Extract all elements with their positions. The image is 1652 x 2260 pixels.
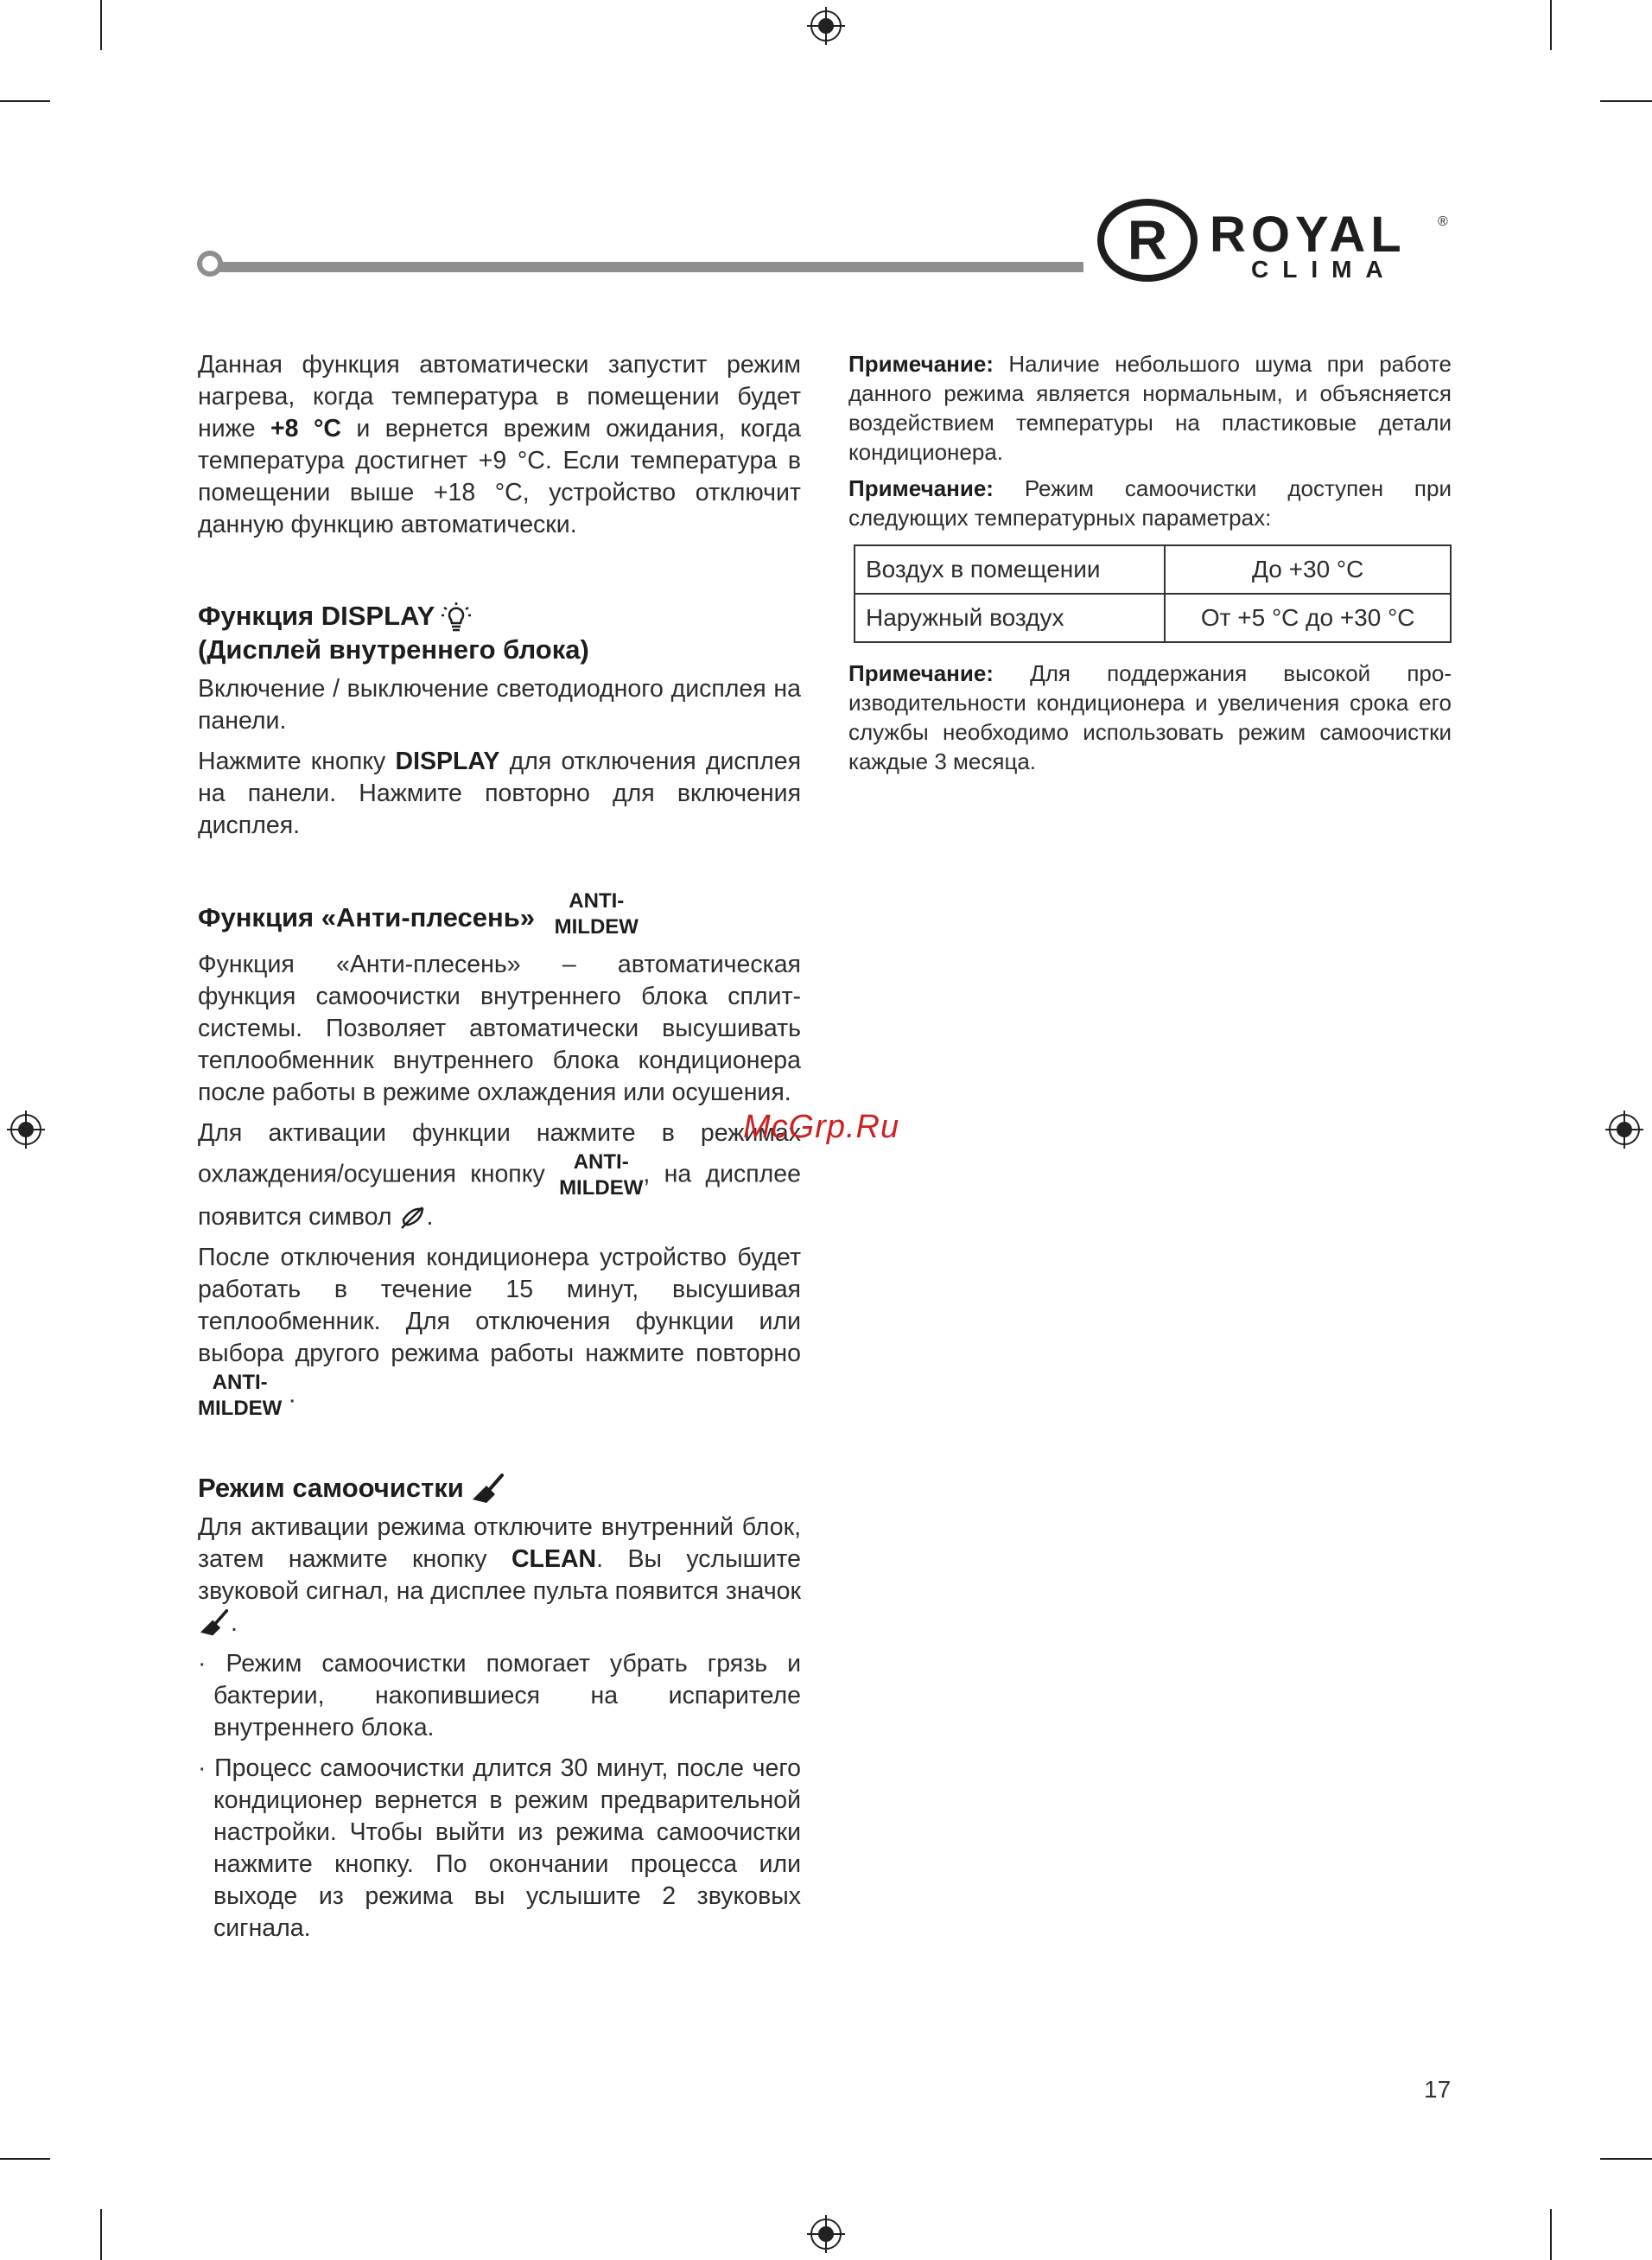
watermark: McGrp.Ru <box>743 1109 900 1145</box>
table-cell-value: От +5 °C до +30 °C <box>1165 594 1451 642</box>
registration-mark-icon <box>1604 1109 1645 1150</box>
crop-mark <box>100 0 102 50</box>
broom-icon <box>471 1474 505 1506</box>
logo-reg-mark: ® <box>1438 214 1448 229</box>
temperature-parameters-table <box>854 544 1452 643</box>
clean-section-title: Режим самоочистки <box>198 1472 801 1506</box>
antimildew-section-title: Функция «Анти-плесень» ANTI- MILDEW <box>198 888 639 939</box>
mildew-symbol-icon <box>398 1204 426 1232</box>
antimildew-paragraph-2: Для активации функции нажмите в режимах охлаждения/осушения кнопку ANTI- MILDEW, на дисплее появится символ . <box>198 1118 802 1231</box>
note-3: Примечание: Для поддержания высокой производительности кондиционера и увеличения срока его службы необходимо использовать режим самоочистки каждые 3 месяца. <box>848 660 1452 774</box>
brand-logo <box>1097 197 1460 283</box>
crop-mark <box>1550 2209 1552 2260</box>
logo-emblem-icon <box>1097 197 1201 283</box>
broom-icon <box>198 1609 231 1639</box>
crop-mark <box>1550 0 1552 50</box>
page-number: 17 <box>1424 2076 1452 2103</box>
lightbulb-icon <box>442 602 471 633</box>
table-cell-param: Воздух в помещении <box>855 545 1165 594</box>
right-column <box>848 349 1452 783</box>
registration-mark-icon <box>5 1109 47 1150</box>
table-cell-param: Наружный воздух <box>855 594 1165 642</box>
logo-letter: R <box>1127 209 1168 271</box>
logo-royal: ROYAL <box>1210 207 1407 263</box>
crop-mark <box>100 2209 102 2260</box>
display-paragraph-2: Нажмите кнопку DISPLAY для отключения дисплея на панели. Нажмите повторно для включения дисплея. <box>198 747 801 839</box>
logo-clima: CLIMA <box>1251 256 1397 283</box>
header-rule <box>200 262 1083 272</box>
antimildew-paragraph-1: Функция «Анти-плесень» – автоматическая функция самоочистки внутреннего блока сплит-системы. Позволяет автоматически высушивать теплообменник внутреннего блока кондиционера после работы в режиме охлаждения или осушения. <box>198 950 801 1106</box>
antimildew-badge: ANTI- MILDEW <box>554 888 639 939</box>
crop-mark <box>1600 2158 1652 2160</box>
crop-mark <box>0 2158 50 2160</box>
intro-paragraph: Данная функция автоматически запустит режим нагрева, когда температура в помещении будет ниже +8 °C и вернется врежим ожидания, когда температура достигнет +9 °C. Если температура в помещении выше +18 °C, устройство отключит данную функцию автоматически. <box>198 351 801 538</box>
left-column <box>198 349 801 1953</box>
note-2: Примечание: Режим самоочистки доступен при следующих температурных параметрах: <box>848 475 1452 531</box>
table-cell-value: До +30 °C <box>1165 545 1451 594</box>
antimildew-button-badge: ANTI- MILDEW <box>559 1149 644 1200</box>
antimildew-button-badge: ANTI- MILDEW <box>198 1370 283 1420</box>
crop-mark <box>1600 100 1652 102</box>
table-row <box>855 545 1451 594</box>
display-section-title: Функция DISPLAY (Дисплей внутреннего блока) <box>198 601 589 665</box>
clean-bullet-2: · Процесс самоочистки длится 30 минут, после чего кондиционер вернется в режим предварительной настройки. Чтобы выйти из режима самоочистки нажмите кнопку. По окончании процесса или выходе из режима вы услышите 2 звуковых сигнала. <box>198 1754 801 1942</box>
crop-mark <box>0 100 50 102</box>
note-1: Примечание: Наличие небольшого шума при работе данного режима является нормальным, и объясняется воздействием температуры на пластиковые детали кондиционера. <box>848 351 1452 465</box>
clean-bullet-1: · Режим самоочистки помогает убрать грязь и бактерии, накопившиеся на испарителе внутреннего блока. <box>198 1649 801 1741</box>
display-paragraph-1: Включение / выключение светодиодного дисплея на панели. <box>198 674 801 735</box>
header-rule-end <box>197 251 223 277</box>
antimildew-paragraph-3: После отключения кондиционера устройство будет работать в течение 15 минут, высушивая теплообменник. Для отключения функции или выбора другого режима работы нажмите повторно ANTI- MILDEW . <box>198 1243 801 1420</box>
table-row <box>855 594 1451 642</box>
clean-paragraph-1: Для активации режима отключите внутренний блок, затем нажмите кнопку CLEAN. Вы услышите звуковой сигнал, на дисплее пульта появится значок . <box>198 1512 801 1639</box>
registration-mark-icon <box>805 5 847 47</box>
registration-mark-icon <box>805 2213 847 2255</box>
